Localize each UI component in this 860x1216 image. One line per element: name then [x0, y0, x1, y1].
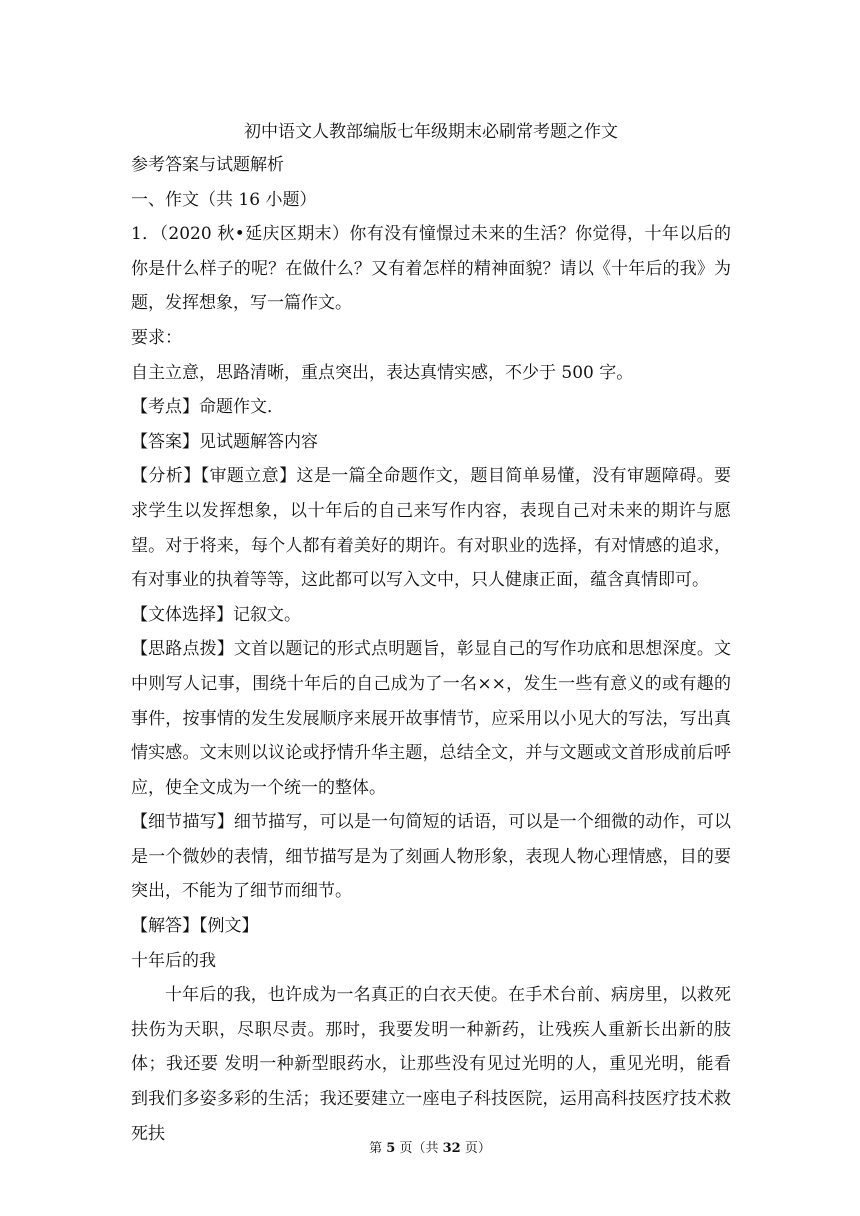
requirement-text: 自主立意，思路清晰，重点突出，表达真情实感，不少于 500 字。 [131, 362, 634, 383]
footer-middle: 页（共 [395, 1141, 443, 1156]
approach-paragraph: 【思路点拨】文首以题记的形式点明题旨，彰显自己的写作功底和思想深度。文中则写人记事，围绕十年后的自己成为了一名××，发生一些有意义的或有趣的事件，按事情的发生发展顺序来展开故事情节，应采用以小见大的写法，写出真情实感。文末则以议论或抒情升华主题，总结全文，并与文题或文首形成前后呼应，使全文成为一个统一的整体。 [131, 639, 731, 798]
footer-prefix: 第 [369, 1141, 387, 1156]
detail-paragraph: 【细节描写】细节描写，可以是一句简短的话语，可以是一个细微的动作，可以是一个微妙的表情，细节描写是为了刻画人物形象，表现人物心理情感，目的要突出，不能为了细节而细节。 [131, 812, 731, 902]
section-heading: 一、作文（共 16 小题） [131, 189, 317, 210]
document-body [131, 118, 731, 1151]
analysis-paragraph: 【分析】【审题立意】这是一篇全命题作文，题目简单易懂，没有审题障碍。要求学生以发挥想象，以十年后的自己来写作内容，表现自己对未来的期许与愿望。对于将来，每个人都有着美好的期许。有对职业的选择，有对情感的追求，有对事业的执着等等，这此都可以写入文中，只人健康正面，蕴含真情即可。 [131, 466, 731, 591]
requirement-label: 要求： [131, 327, 182, 348]
document-title: 初中语文人教部编版七年级期末必刷常考题之作文 [244, 122, 618, 142]
answer-line: 【答案】见试题解答内容 [131, 431, 318, 452]
solution-line: 【解答】【例文】 [131, 916, 259, 937]
essay-title: 十年后的我 [131, 950, 216, 971]
answer-heading: 参考答案与试题解析 [131, 155, 284, 175]
question-text: 1．（2020 秋•延庆区期末）你有没有憧憬过未来的生活？你觉得，十年以后的你是什么样子的呢？在做什么？又有着怎样的精神面貌？请以《十年后的我》为题，发挥想象，写一篇作文。 [131, 224, 731, 314]
footer-total-pages: 32 [442, 1141, 461, 1156]
genre-line: 【文体选择】记叙文。 [131, 604, 301, 625]
essay-paragraph: 十年后的我，也许成为一名真正的白衣天使。在手术台前、病房里，以救死扶伤为天职，尽职尽责。那时，我要发明一种新药，让残疾人重新长出新的肢体；我还要 发明一种新型眼药水，让那些没有见过光明的人，重见光明，能看到我们多姿多彩的生活；我还要建立一座电子科技医院，运用高科技医疗技术救死扶 [131, 985, 731, 1144]
kaodian-line: 【考点】命题作文． [131, 397, 284, 418]
page-footer [0, 1140, 860, 1158]
footer-suffix: 页） [460, 1141, 491, 1156]
footer-page-number: 5 [386, 1141, 396, 1156]
